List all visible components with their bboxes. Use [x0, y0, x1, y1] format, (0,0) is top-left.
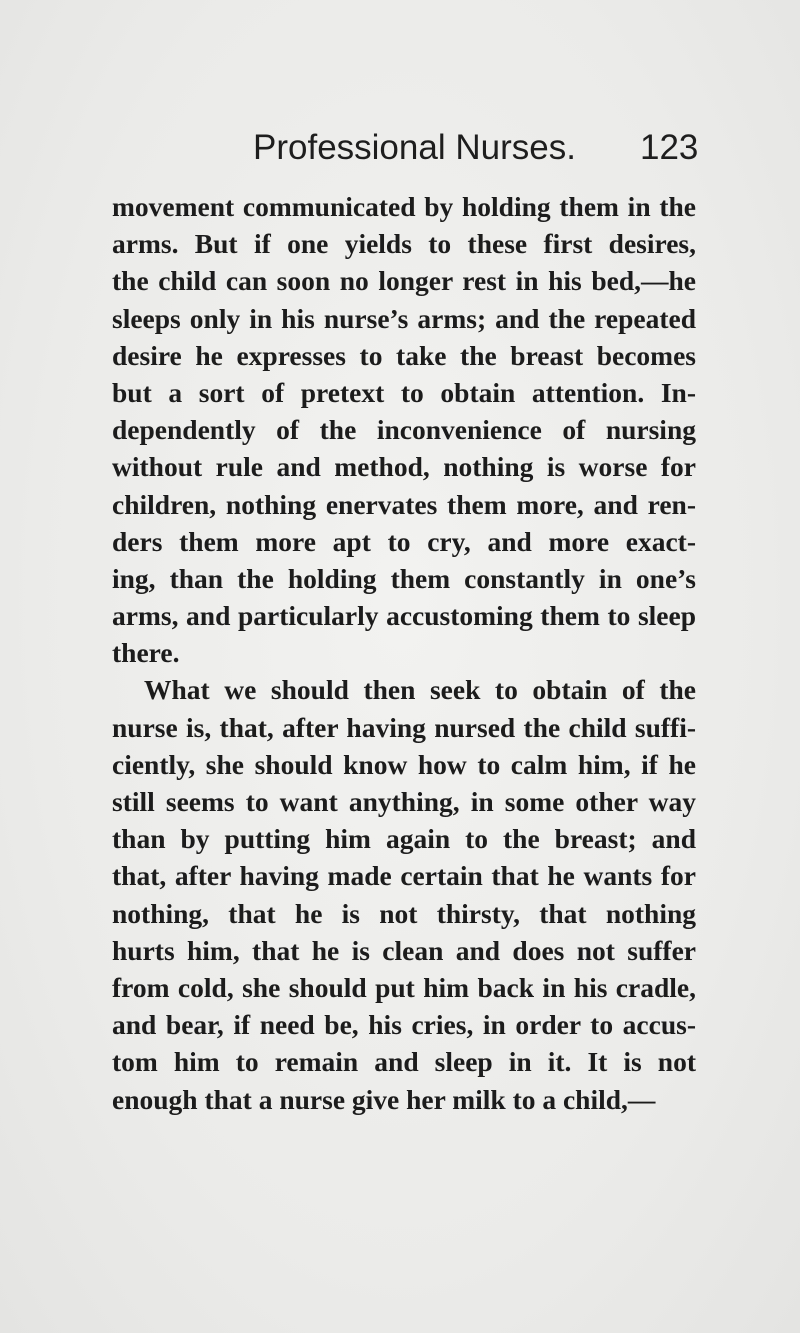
page-number: 123: [640, 128, 699, 167]
text-line: ders them more apt to cry, and more exact-: [112, 525, 696, 557]
text-line: still seems to want anything, in some other way: [112, 786, 696, 817]
text-line: ing, than the holding them constantly in one’s: [112, 562, 696, 594]
page-header: [0, 128, 800, 172]
text-line: nurse is, that, after having nursed the child suffi-: [112, 711, 696, 743]
text-line: enough that a nurse give her milk to a child,—: [112, 1083, 656, 1115]
paragraph-start-line: What we should then seek to obtain of the: [144, 674, 696, 706]
text-line: the child can soon no longer rest in his bed,—he: [112, 265, 696, 297]
text-line: tom him to remain and sleep in it. It is not: [112, 1046, 696, 1078]
text-line: sleeps only in his nurse’s arms; and the repeated: [112, 302, 696, 334]
text-line: from cold, she should put him back in his cradle,: [112, 971, 696, 1003]
text-line: but a sort of pretext to obtain attention. In-: [112, 376, 696, 408]
text-line: without rule and method, nothing is worse for: [112, 451, 696, 483]
text-line: dependently of the inconvenience of nursing: [112, 414, 696, 446]
text-line: hurts him, that he is clean and does not suffer: [112, 934, 696, 966]
text-line: arms, and particularly accustoming them to sleep: [112, 600, 696, 632]
text-line: that, after having made certain that he wants for: [112, 860, 696, 892]
text-line: movement communicated by holding them in the: [112, 191, 696, 222]
text-line: desire he expresses to take the breast becomes: [112, 339, 696, 371]
running-head: Professional Nurses.: [253, 128, 576, 167]
text-line: arms. But if one yields to these first desires,: [112, 228, 696, 260]
text-line: and bear, if need be, his cries, in order to accus-: [112, 1009, 696, 1041]
text-line: ciently, she should know how to calm him, if he: [112, 748, 696, 780]
text-line: than by putting him again to the breast; and: [112, 823, 696, 855]
text-line: there.: [112, 637, 180, 669]
text-line: children, nothing enervates them more, and ren-: [112, 488, 696, 520]
body-text: [112, 188, 696, 1118]
text-line: nothing, that he is not thirsty, that nothing: [112, 897, 696, 929]
